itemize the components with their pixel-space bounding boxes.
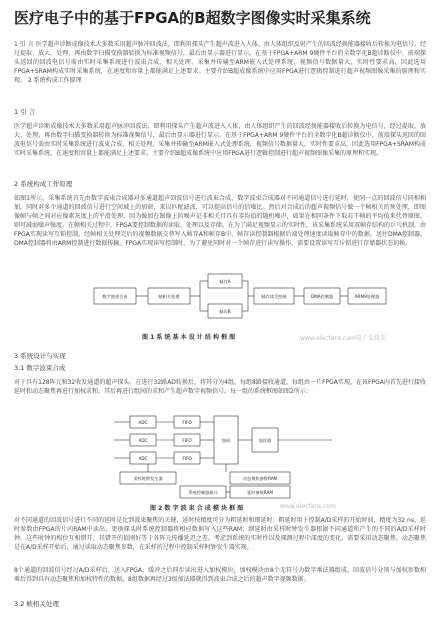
body-paragraph-intro: 医学超声诊断成像技术大多数采用超声脉冲回波法，即利用探头产生超声波进入人体，由人体组织产生的回波经换能器接收后转换为电信号，经过提取、放大、处理，再由数字扫描变换器转换为标准视频信号，最后由显示器进行显示。在基于FPGA+ARM 9硬件平台的全数字化B超诊断仪中，前端探头返回的回波电信号需由实时采集系统进行波束合成、相关处理、采集并传输至ARM嵌入式处理系统，视频信号数据量大，实时性要求高，因此选用FPGA+SRAM构成实时采集系统，在速度和容量上都能满足上述要求。主要介绍B超成像系统中应用FPGA进行逻辑控制进行超声视频图像采集的原理和实现。: [14, 123, 426, 157]
section-heading-design: 3 系统设计与实现: [14, 352, 66, 360]
section-heading-intro: 1 引 言: [14, 108, 36, 116]
fig2-label-fifo-2: FIFO: [182, 438, 192, 443]
figure-1-caption: 图 1 系 统 基 本 设 计 结 构 框 图: [142, 334, 236, 341]
subsection-heading-frame-correlation: 3.2 帧相关处理: [14, 600, 59, 608]
fig2-label-delay-ram: 延时参数RAM: [247, 490, 273, 495]
page-title: 医疗电子中的基于FPGA的B超数字图像实时采集系统: [14, 9, 371, 27]
body-paragraph-delay: 对不同通道的回波信号进行不同的延时是比到波束聚焦的关键，延时按精度可分为粗延时和细延时：粗延时用于控制A/D采样的开始时间，精度为32 ns，延时参数由FPGA的片内RAM中读出，更换探头时系统控制器将相应数据写入这些RAM；细延时由采样时钟发生器根据不同通道所产生的不同的A/D采样时钟，这些时钟的相位互相错开，其错开的值刚好等于各阵元传播延迟之差。考虑到系统的实时性以及探测过程中深度的变化，需要采用动态聚焦。动态聚焦是在A/D采样开始后，通过读取动态聚焦参数，在采样的过程中控制采样时钟发生器实现。: [14, 517, 426, 551]
fig2-label-control: 系统控制器接口: [188, 490, 218, 495]
fig2-label-adc-3: ADC: [138, 456, 148, 461]
body-paragraph-weighting: 8个通道的回波信号经过A/D采样后，送入FPGA，缓冲之后同步读出进入加权模块，加权模块由8个无符号为数字乘法器组成。回波信号分别与加权参数相乘后得到具有动态聚焦和加权特性的数据。8组数据再经过3级加法器就得到波束合成之后的超声数字视频数据。: [14, 567, 426, 583]
fig1-label-dma: DMA控制器: [310, 294, 334, 299]
figure-2-watermark: www.elecfans.com: [280, 503, 336, 510]
figure-1-block-diagram: [90, 268, 390, 328]
fig1-label-frame-b: 帧存B: [219, 309, 231, 314]
figure-1-watermark: www.elecfans.com电子发烧友: [300, 335, 386, 342]
section-heading-system: 2 系统构成工作原理: [14, 180, 73, 188]
fig2-label-adc-1: ADC: [138, 420, 148, 425]
fig2-label-adder: 加法器: [258, 438, 272, 443]
subsection-heading-beamforming: 3.1 数字波束合成: [14, 364, 66, 372]
body-paragraph-beamforming: 对于具有128阵元和32收发通道的超声探头，在进行32路AD转换后，将其分为4组，每组8路接收通道，每组由一片FPGA实现，在该FPGA内首先进行接收延时和动态聚焦再进行加权求和，其后再进行组间的求和产生超声数字视频信号。每一组的系统框图如图2所示：: [14, 379, 426, 395]
body-paragraph-system: 如图1所示，采集系统首先由数字波束合成器对多通道超声回波信号进行波束合成，数字波束合成器对不同通道信号进行延时，使同一点的回波信号同相相加，同时对多个通道的回波信号进行空间域上的加窗，来以匹配滤波，可以提高信号的信噪比。然后对合成后的超声视频信号做一个帧相关的预处理，即图像帧与帧之间对应像素灰度上的平滑处理。因为像加在图像上的噪声是非相关且具有零均值的随机噪声，如果在相同条件下取若干帧的平均值来代替原图，则可减弱噪声强度。在帧相关过程中，FPGA要控制数据的读取、处理以及存储。在为了满足视频显示的实时性，该采集系统采用双帧存结构的乒乓机制，由FPGA实现读写互锁控制。经帧相关处理完后的视频数据交替写入帧存A和帧存B中，帧存读控制器根据后端处理速度读取帧存中的数据，送往DMA控制器。DMA控制器将由ARM控制进行数据传输。FPGA实现读写控制时，为了避免同时对一个帧存进行读写操作，需要设置读写互斥锁进行存储器状态切换。: [14, 195, 426, 247]
fig2-label-weight: 加权: [221, 438, 231, 443]
fig1-label-arm: ARM9处理器: [354, 294, 380, 299]
fig1-label-frame-a: 帧存A: [219, 279, 231, 284]
fig2-label-adc-2: ADC: [138, 438, 148, 443]
fig1-label-rw-ctrl: 帧存读写控制: [261, 294, 287, 299]
intro-paragraph: 1 引 言 医学超声诊断成像技术大多数采用超声脉冲回波法，即利用探头产生超声波进入人体，由人体组织反射产生的回波经换能器接收后转换为电信号，经过提取、放大、处理，再由数字扫描变换器转换为标准视频信号，最后由显示器进行显示。在基于FPGA+ARM 9硬件平台的全数字化B超诊断仪中，前端探头返回的回波电信号需由实时采集系统进行波束合成、相关处理、采集并传输至ARM嵌入式处理系统，视频信号数据量大，实时性要求高，因此选用FPGA+SRAM构成实时采集系统，在速度和容量上都能满足上述要求。主要介绍B超成像系统中应用FPGA进行逻辑控制进行超声视频图像采集的原理和实现。 2 系统构成工作原理: [14, 41, 426, 84]
fig2-label-fifo-1: FIFO: [182, 420, 192, 425]
figure-1-svg: [90, 268, 390, 328]
figure-2-caption: 图 2 数 字 波 束 合 成 模 块 框 图: [150, 505, 244, 512]
figure-2-block-diagram: [110, 410, 340, 500]
fig2-label-focus-ram: 动态聚焦参数RAM: [242, 476, 278, 481]
figure-2-svg: [110, 410, 340, 500]
fig2-label-clock-gen: 采样时钟发生器: [133, 476, 163, 481]
fig2-label-fifo-3: FIFO: [182, 456, 192, 461]
fig1-label-beamformer: 数字波束合成: [102, 294, 128, 299]
fig1-label-frame-corr: 帧相关处理: [158, 294, 180, 299]
